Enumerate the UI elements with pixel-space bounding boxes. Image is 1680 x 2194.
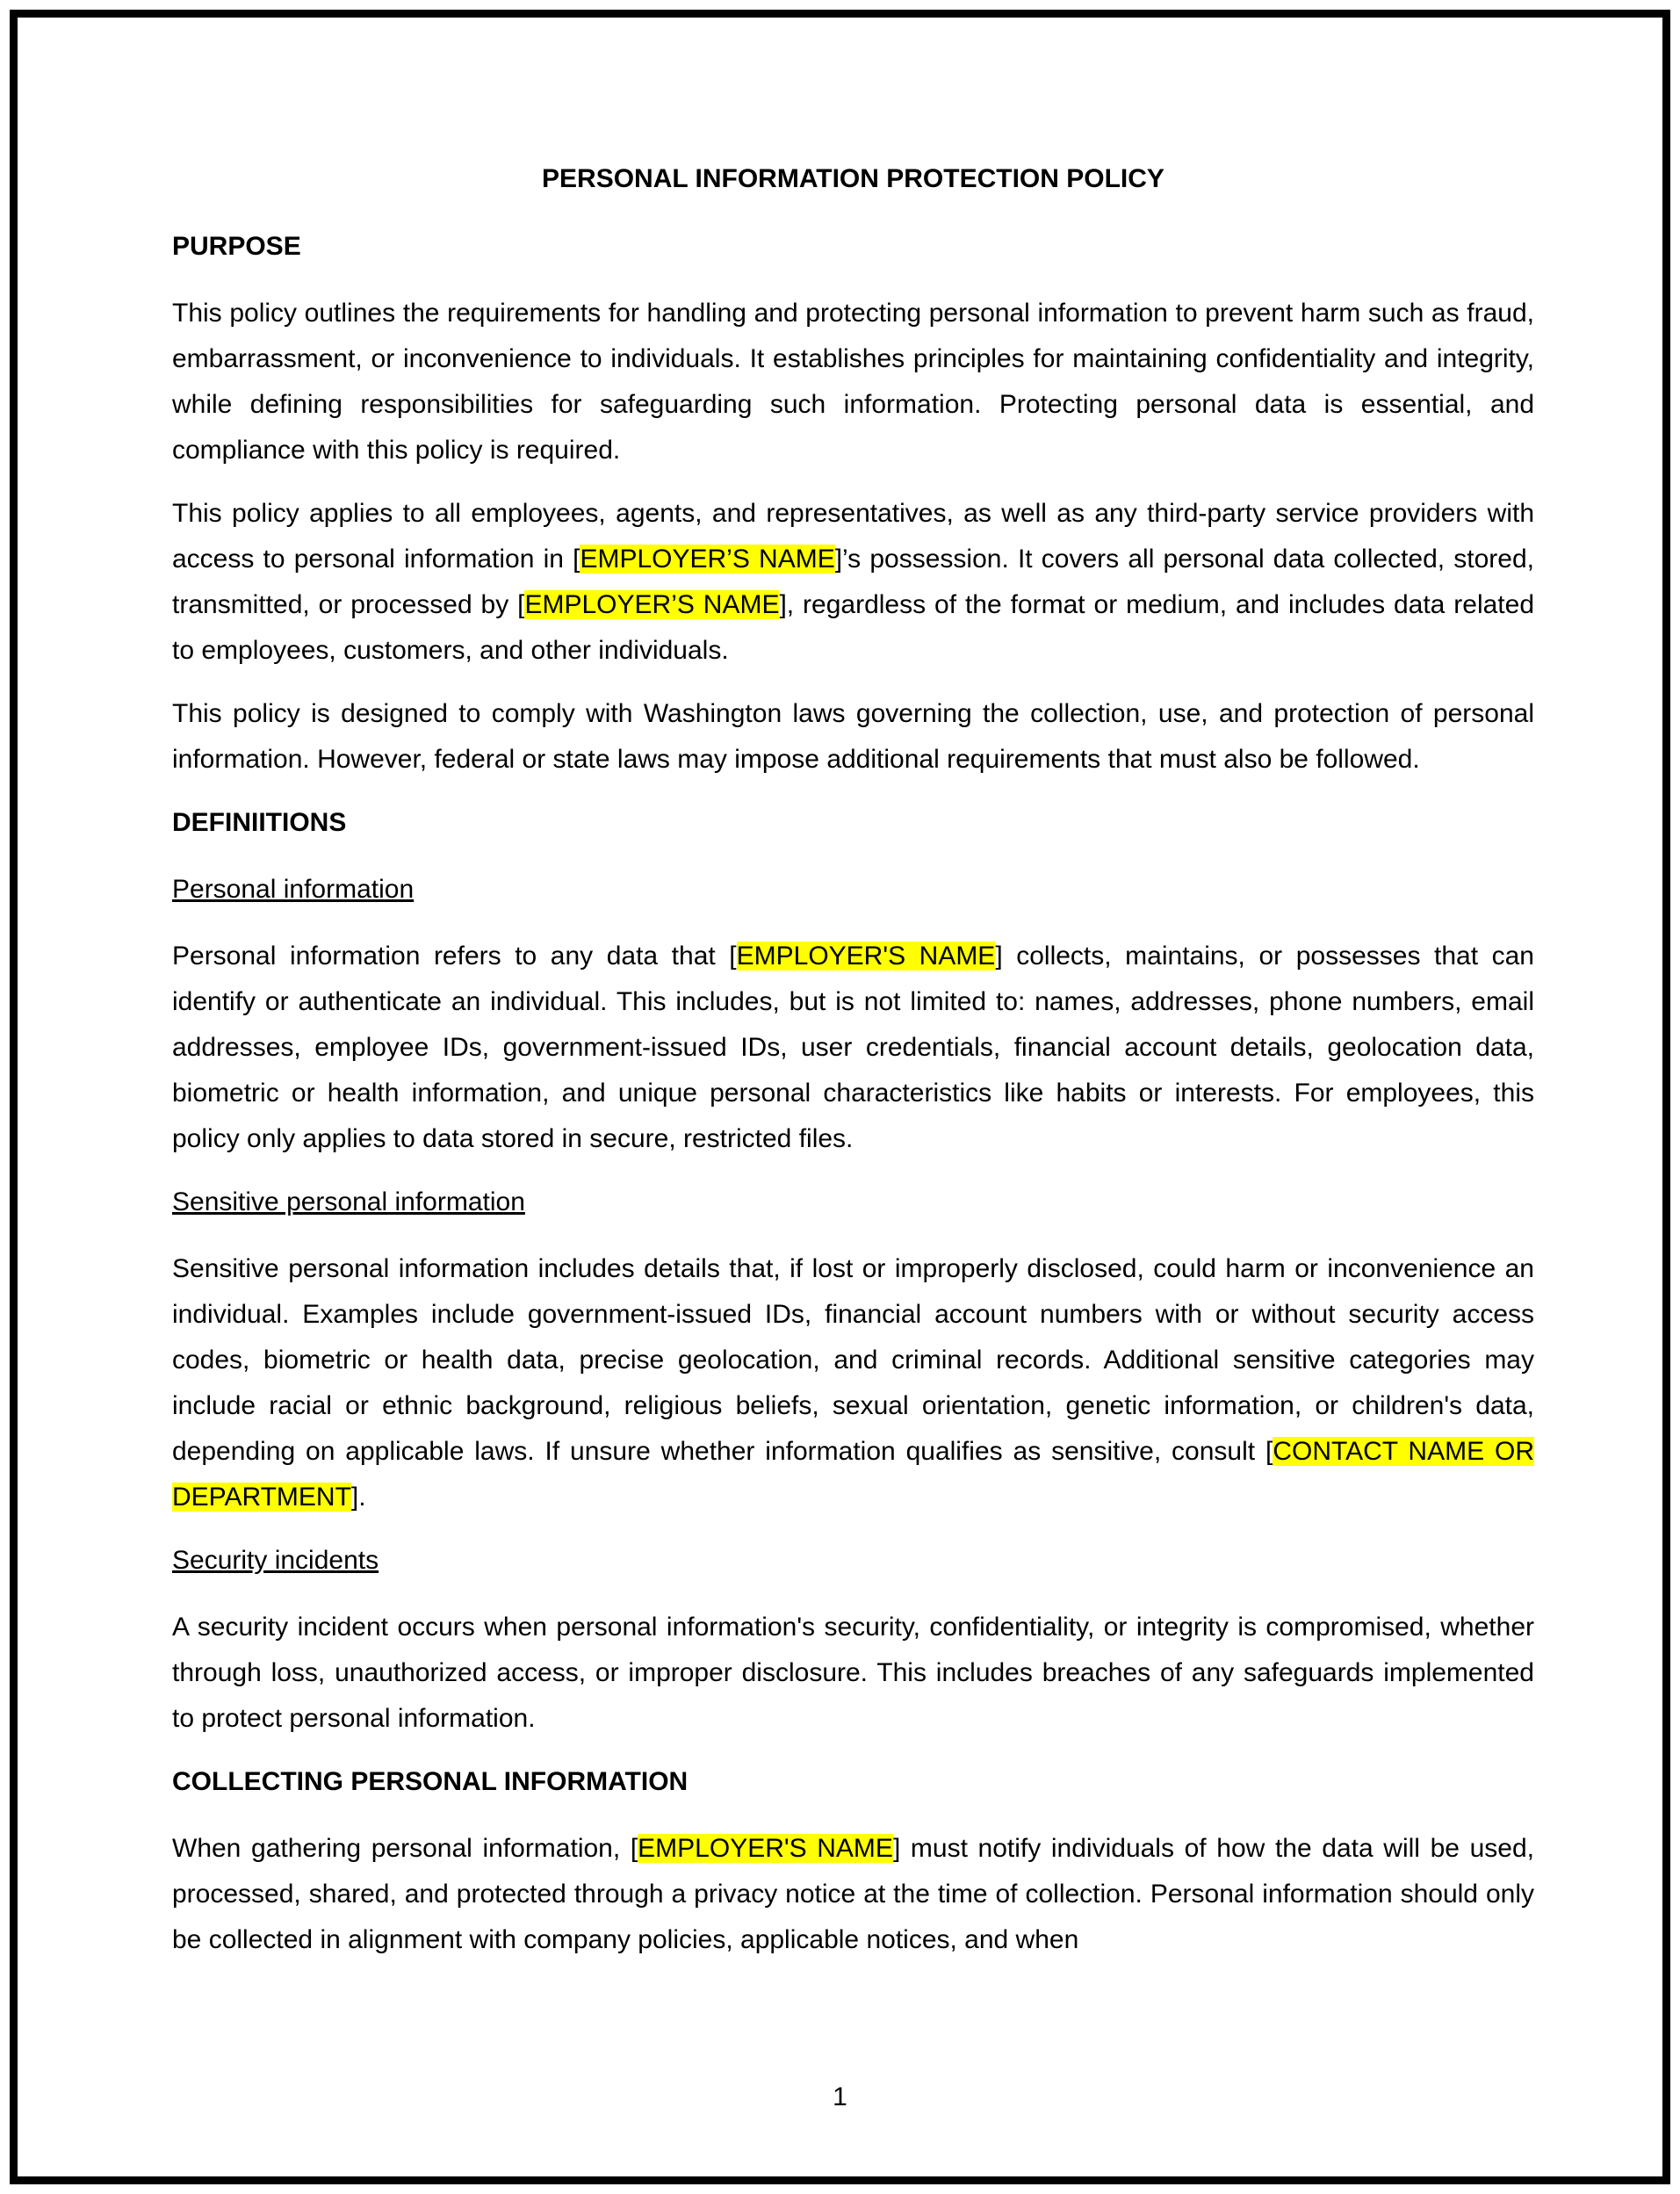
security-incidents-paragraph: A security incident occurs when personal information's security, confidentiality, or integrity is compromised, whether through loss, unauthorized access, or improper disclosure. This includes breaches of any safeguards implemented to protect personal information. xyxy=(172,1613,1534,1733)
document-title: PERSONAL INFORMATION PROTECTION POLICY xyxy=(542,164,1164,193)
subheading-sensitive-personal-information: Sensitive personal information xyxy=(172,1187,525,1216)
sensitive-personal-information-paragraph: Sensitive personal information includes details that, if lost or improperly disclosed, could harm or inconvenience an individual. Examples include government-issued IDs, financial account numbers with or without security access codes, biometric or health data, precise geolocation, and criminal records. Additional sensitive categories may include racial or ethnic background, religious beliefs, sexual orientation, genetic information, or children's data, depending on applicable laws. If unsure whether information qualifies as sensitive, consult [CONTACT NAME OR DEPARTMENT]. xyxy=(172,1254,1534,1512)
heading-definitions: DEFINIITIONS xyxy=(172,808,347,837)
subheading-personal-information: Personal information xyxy=(172,875,415,904)
collecting-paragraph-1: When gathering personal information, [EMPLOYER'S NAME] must notify individuals of how the data will be used, processed, shared, and protected through a privacy notice at the time of collection. Personal information should only be collected in alignment with company policies, applicable notices, and when xyxy=(172,1834,1534,1954)
subheading-security-incidents: Security incidents xyxy=(172,1546,379,1575)
purpose-paragraph-3: This policy is designed to comply with Washington laws governing the collection, use, and protection of personal information. However, federal or state laws may impose additional requirements that must also be followed. xyxy=(172,699,1534,774)
page-number: 1 xyxy=(833,2082,847,2111)
personal-information-paragraph: Personal information refers to any data that [EMPLOYER'S NAME] collects, maintains, or possesses that can identify or authenticate an individual. This includes, but is not limited to: names, addresses, phone numbers, email addresses, employee IDs, government-issued IDs, user credentials, financial account details, geolocation data, biometric or health information, and unique personal characteristics like habits or interests. For employees, this policy only applies to data stored in secure, restricted files. xyxy=(172,942,1534,1153)
purpose-paragraph-1: This policy outlines the requirements for handling and protecting personal information to prevent harm such as fraud, embarrassment, or inconvenience to individuals. It establishes principles for maintaining confidentiality and integrity, while defining responsibilities for safeguarding such information. Protecting personal data is essential, and compliance with this policy is required. xyxy=(172,299,1534,465)
purpose-paragraph-2: This policy applies to all employees, agents, and representatives, as well as any third-party service providers with access to personal information in [EMPLOYER’S NAME]’s possession. It covers all personal data collected, stored, transmitted, or processed by [EMPLOYER’S NAME], regardless of the format or medium, and includes data related to employees, customers, and other individuals. xyxy=(172,499,1535,665)
document-content xyxy=(172,156,1534,1981)
heading-collecting-personal-information: COLLECTING PERSONAL INFORMATION xyxy=(172,1767,689,1796)
heading-purpose: PURPOSE xyxy=(172,232,301,261)
